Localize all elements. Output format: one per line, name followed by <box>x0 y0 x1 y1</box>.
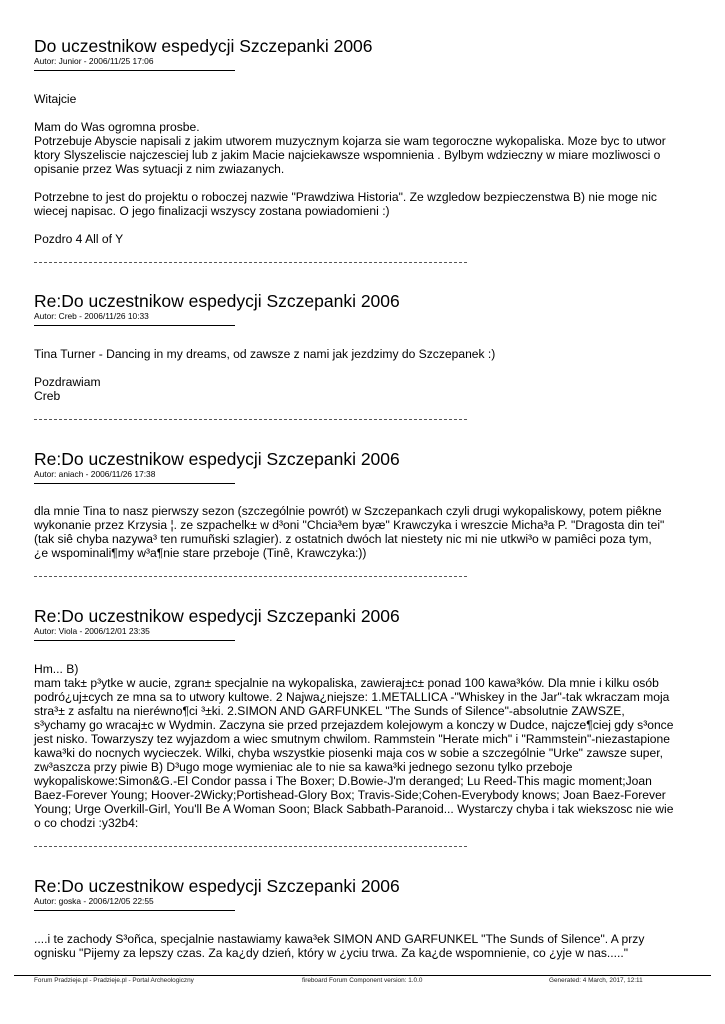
post-line: wykopaliskowe:Simon&G.-El Condor passa i The Boxer; D.Bowie-J'm deranged; Lu Reed-This magic moment;Joan <box>34 774 652 788</box>
post-line: Mam do Was ogromna prosbe. <box>34 120 200 134</box>
post-line: Young; Urge Overkill-Girl, You'll Be A Woman Soon; Black Sabbath-Paranoid... Wystarczy chyba i tak wiekszosc nie wie <box>34 802 674 816</box>
forum-post <box>34 36 694 246</box>
post-title: Re:Do uczestnikow espedycji Szczepanki 2006 <box>34 291 400 311</box>
post-title: Re:Do uczestnikow espedycji Szczepanki 2006 <box>34 876 400 896</box>
post-header-rule <box>34 70 235 71</box>
post-line: ....i te zachody S³oñca, specjalnie nastawiamy kawa³ek SIMON AND GARFUNKEL "The Sunds of Silence". A przy <box>34 932 645 946</box>
footer-rule <box>14 975 711 976</box>
post-line: mam tak± p³ytke w aucie, zgran± specjalnie na wykopaliska, zawieraj±c± ponad 100 kawa³ków. Dla mnie i kilku osób <box>34 676 659 690</box>
post-separator <box>34 846 467 847</box>
post-line: dla mnie Tina to nasz pierwszy sezon (szczególnie powrót) w Szczepankach czyli drugi wykopaliskowy, potem piêkne <box>34 504 662 518</box>
post-line: Potrzebne to jest do projektu o roboczej nazwie "Prawdziwa Historia". Ze wzgledow bezpieczenstwa B) nie moge nic <box>34 190 657 204</box>
forum-post <box>34 876 694 960</box>
post-author-date: Autor: aniach - 2006/11/26 17:38 <box>34 469 156 479</box>
post-author-date: Autor: Creb - 2006/11/26 10:33 <box>34 311 149 321</box>
post-title: Re:Do uczestnikow espedycji Szczepanki 2006 <box>34 606 400 626</box>
post-line: Hm... B) <box>34 662 79 676</box>
forum-post <box>34 449 694 560</box>
post-line: opisanie przez Was sytuacji z nim zwiazanych. <box>34 162 285 176</box>
post-line: stra³± z asfaltu na nieréwno¶ci ³±ki. 2.SIMON AND GARFUNKEL "The Sunds of Silence"-absolutnie ZAWSZE, <box>34 704 625 718</box>
post-author-date: Autor: Viola - 2006/12/01 23:35 <box>34 626 150 636</box>
post-line: jest nisko. Towarzyszy tez wyjazdom a wiec smutnym chwilom. Rammstein "Herate mich" i "Rammstein"-niezastapione <box>34 732 670 746</box>
post-line: Baez-Forever Young; Hoover-2Wicky;Portishead-Glory Box; Travis-Side;Cohen-Everybody knows; Joan Baez-Forever <box>34 788 666 802</box>
post-line: zw³aszcza przy piwie B) D³ugo moge wymieniac ale to nie sa kawa³ki jednego sezonu tylko przeboje <box>34 760 573 774</box>
post-body <box>34 504 694 560</box>
post-line: s³ychamy go wracaj±c w Wydmin. Zaczyna sie przed przejazdem kolejowym a konczy w Dudce, najcze¶ciej gdy s³once <box>34 718 674 732</box>
post-body <box>34 662 694 830</box>
post-separator <box>34 576 467 577</box>
post-header-rule <box>34 483 235 484</box>
post-line: ognisku "Pijemy za lepszy czas. Za ka¿dy dzień, który w ¿yciu trwa. Za ka¿de wspomnienie, co ¿yje w nas....." <box>34 946 628 960</box>
post-separator <box>34 262 467 263</box>
post-line: Potrzebuje Abyscie napisali z jakim utworem muzycznym kojarza sie wam tegoroczne wykopaliska. Moze byc to utwor <box>34 134 666 148</box>
post-line: o co chodzi :y32b4: <box>34 816 139 830</box>
post-line: Tina Turner - Dancing in my dreams, od zawsze z nami jak jezdzimy do Szczepanek :) <box>34 347 496 361</box>
post-line: Pozdrawiam <box>34 375 101 389</box>
post-header-rule <box>34 910 235 911</box>
post-line: podró¿uj±cych ze mna sa to utwory kultowe. 2 Najwa¿niejsze: 1.METALLICA -"Whiskey in the Jar"-tak wkraczam moja <box>34 690 670 704</box>
post-title: Re:Do uczestnikow espedycji Szczepanki 2006 <box>34 449 400 469</box>
footer-component-version: fireboard Forum Component version: 1.0.0 <box>302 977 423 984</box>
post-line: kawa³ki do nocnych wycieczek. Wilki, chyba wszystkie piosenki maja cos w sobie a szczególnie "Urke" zawsze super, <box>34 746 663 760</box>
post-body <box>34 347 694 403</box>
post-line: ktory Slyszeliscie najczesciej lub z jakim Macie najciekawsze wspomnienia . Bylbym wdzieczny w miare mozliwosci o <box>34 148 661 162</box>
forum-post <box>34 291 694 403</box>
post-author-date: Autor: Junior - 2006/11/25 17:06 <box>34 56 154 66</box>
post-line: Witajcie <box>34 92 77 106</box>
post-author-date: Autor: goska - 2006/12/05 22:55 <box>34 896 154 906</box>
post-body <box>34 92 694 246</box>
forum-post <box>34 606 694 830</box>
post-separator <box>34 419 467 420</box>
post-line: wiecej napisac. O jego finalizacji wszyscy zostana powiadomieni :) <box>34 204 390 218</box>
footer-site-name: Forum Pradzieje.pl - Pradzieje.pl - Portal Archeologiczny <box>34 977 194 984</box>
post-line: Creb <box>34 389 61 403</box>
footer-generated-date: Generated: 4 March, 2017, 12:11 <box>549 977 643 984</box>
post-line: (tak siê chyba nazywa³ ten rumuñski szlagier). z ostatnich dwóch lat niestety nic mi nie utkwi³o w pamiêci poza tym, <box>34 532 652 546</box>
post-line: wykonanie przez Krzysia ¦. ze szpachelk± w d³oni "Chcia³em byæ" Krawczyka i wreszcie Micha³a P. "Dragosta din tei" <box>34 518 665 532</box>
post-line: Pozdro 4 All of Y <box>34 232 124 246</box>
post-body <box>34 932 694 960</box>
post-header-rule <box>34 325 235 326</box>
post-header-rule <box>34 640 235 641</box>
post-line: ¿e wspominali¶my w³a¶nie stare przeboje (Tinê, Krawczyka:)) <box>34 546 367 560</box>
post-title: Do uczestnikow espedycji Szczepanki 2006 <box>34 36 373 56</box>
